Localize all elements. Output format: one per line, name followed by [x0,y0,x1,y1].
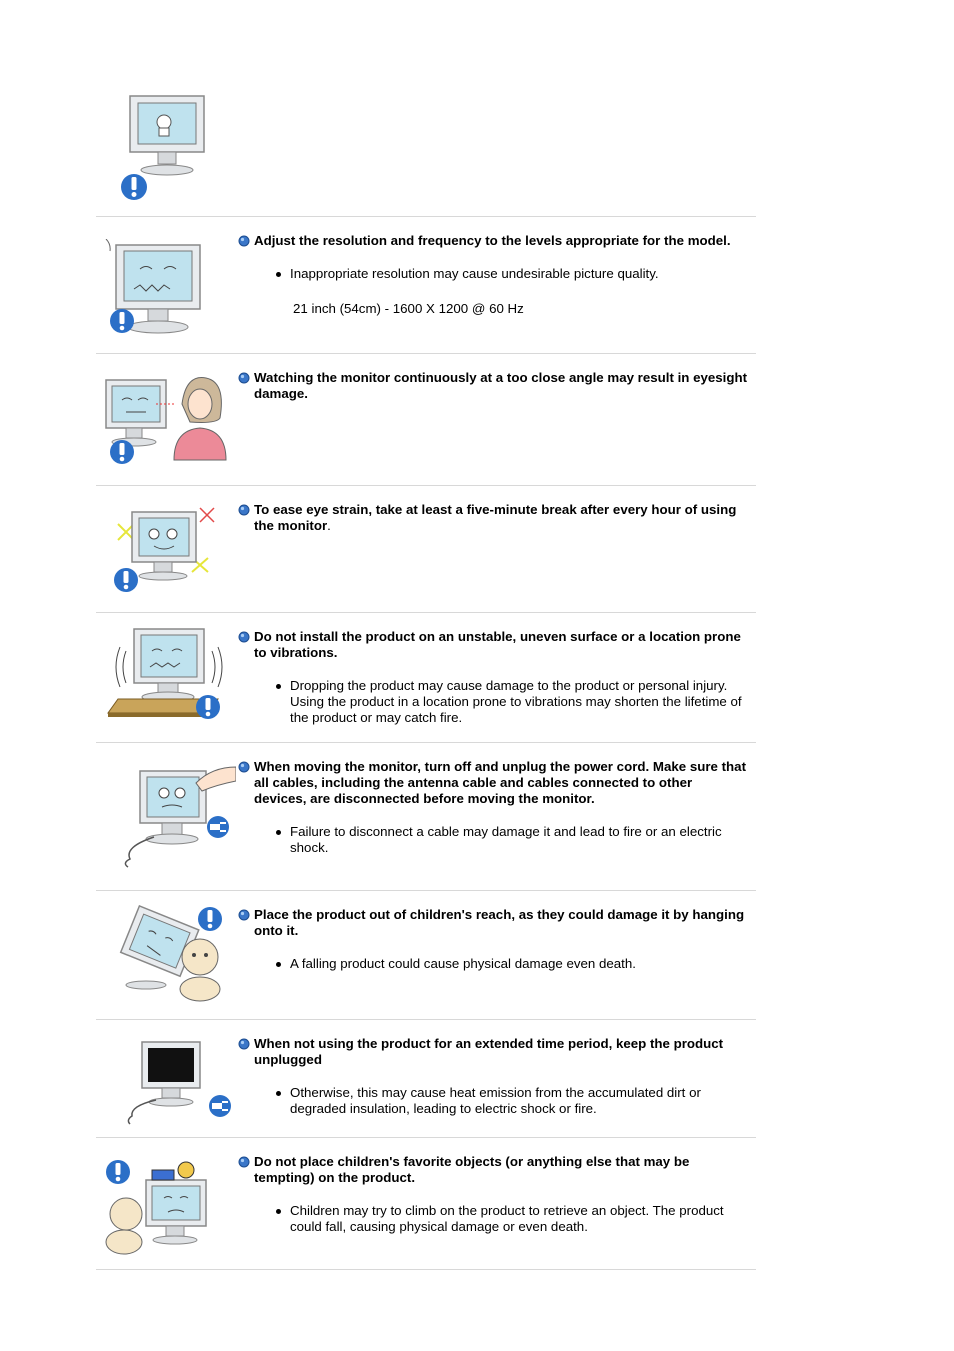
monitor-character-illustration [96,92,236,207]
unplug-monitor-illustration [96,763,236,868]
section-heading [238,629,748,661]
blue-bullet-icon [238,504,250,516]
note-item: Children may try to climb on the product to retrieve an object. The product could fall, causing physical damage or even death. [274,1203,748,1235]
note-item: Failure to disconnect a cable may damage it and lead to fire or an electric shock. [274,824,748,856]
heading-text: Do not install the product on an unstable, uneven surface or a location prone to vibrations. [254,629,741,660]
section-text [238,629,748,726]
unplug-icon [207,816,229,838]
warning-icon [110,309,134,333]
section-text [238,370,748,402]
section-heading [238,502,748,534]
safety-section-5 [96,743,756,891]
safety-section-6 [96,891,756,1020]
heading-suffix: . [327,518,331,533]
heading-text: When moving the monitor, turn off and unplug the power cord. Make sure that all cables, including the antenna cable and cables connected to other devices, are disconnected before moving the monitor. [254,759,746,806]
resolution-spec: 21 inch (54cm) - 1600 X 1200 @ 60 Hz [293,301,524,316]
note-list [238,956,748,972]
section-heading [238,1154,748,1186]
unplug-icon [209,1095,231,1117]
section-text [238,502,748,534]
safety-section-8 [96,1138,756,1270]
note-list [238,1203,748,1235]
safety-section-1 [96,217,756,354]
section-text [238,759,748,856]
section-heading [238,370,748,402]
section-text [238,233,748,317]
shaking-monitor-illustration [96,627,236,727]
note-item: A falling product could cause physical damage even death. [274,956,748,972]
blue-bullet-icon [238,1038,250,1050]
blue-bullet-icon [238,372,250,384]
note-list [238,266,748,282]
note-item: Dropping the product may cause damage to the product or personal injury. Using the product in a location prone to vibrations may shorten the lifetime of the product or may catch fire. [274,678,748,726]
heading-text: Adjust the resolution and frequency to the levels appropriate for the model. [254,233,731,248]
blue-bullet-icon [238,631,250,643]
tired-monitor-illustration [96,504,236,599]
warning-icon [106,1160,130,1184]
note-item: Otherwise, this may cause heat emission from the accumulated dirt or degraded insulation, leading to electric shock or fire. [274,1085,748,1117]
heading-text: When not using the product for an extended time period, keep the product unplugged [254,1036,724,1067]
warning-icon [114,568,138,592]
blue-bullet-icon [238,1156,250,1168]
note-list [238,678,748,726]
warning-icon [110,440,134,464]
safety-section-4 [96,613,756,743]
unplugged-monitor-illustration [96,1038,236,1138]
heading-text: Place the product out of children's reach, as they could damage it by hanging onto it. [254,907,745,938]
section-text [238,907,748,972]
blue-bullet-icon [238,909,250,921]
safety-section-2 [96,354,756,486]
heading-text: Do not place children's favorite objects (or anything else that may be tempting) on the product. [254,1154,690,1185]
baby-toys-monitor-illustration [96,1158,236,1258]
blue-bullet-icon [238,235,250,247]
woman-watching-monitor-illustration [96,374,236,469]
heading-text: Watching the monitor continuously at a too close angle may result in eyesight damage. [254,370,748,401]
note-item: Inappropriate resolution may cause undesirable picture quality. [274,266,748,282]
section-text [238,1154,748,1235]
blue-bullet-icon [238,761,250,773]
section-heading [238,1036,748,1068]
section-text [238,1036,748,1117]
warning-icon [121,174,147,200]
safety-section-7 [96,1020,756,1138]
note-list [238,824,748,856]
warning-icon [196,695,220,719]
baby-pulling-monitor-illustration [96,905,236,1005]
warning-icon [198,907,222,931]
safety-section-0 [96,0,756,217]
section-heading [238,759,748,807]
heading-text: To ease eye strain, take at least a five-minute break after every hour of using the monitor [254,502,737,533]
section-heading [238,907,748,939]
monitor-distorted-illustration [96,239,236,339]
section-heading [238,233,748,249]
safety-section-3 [96,486,756,613]
note-list [238,1085,748,1117]
